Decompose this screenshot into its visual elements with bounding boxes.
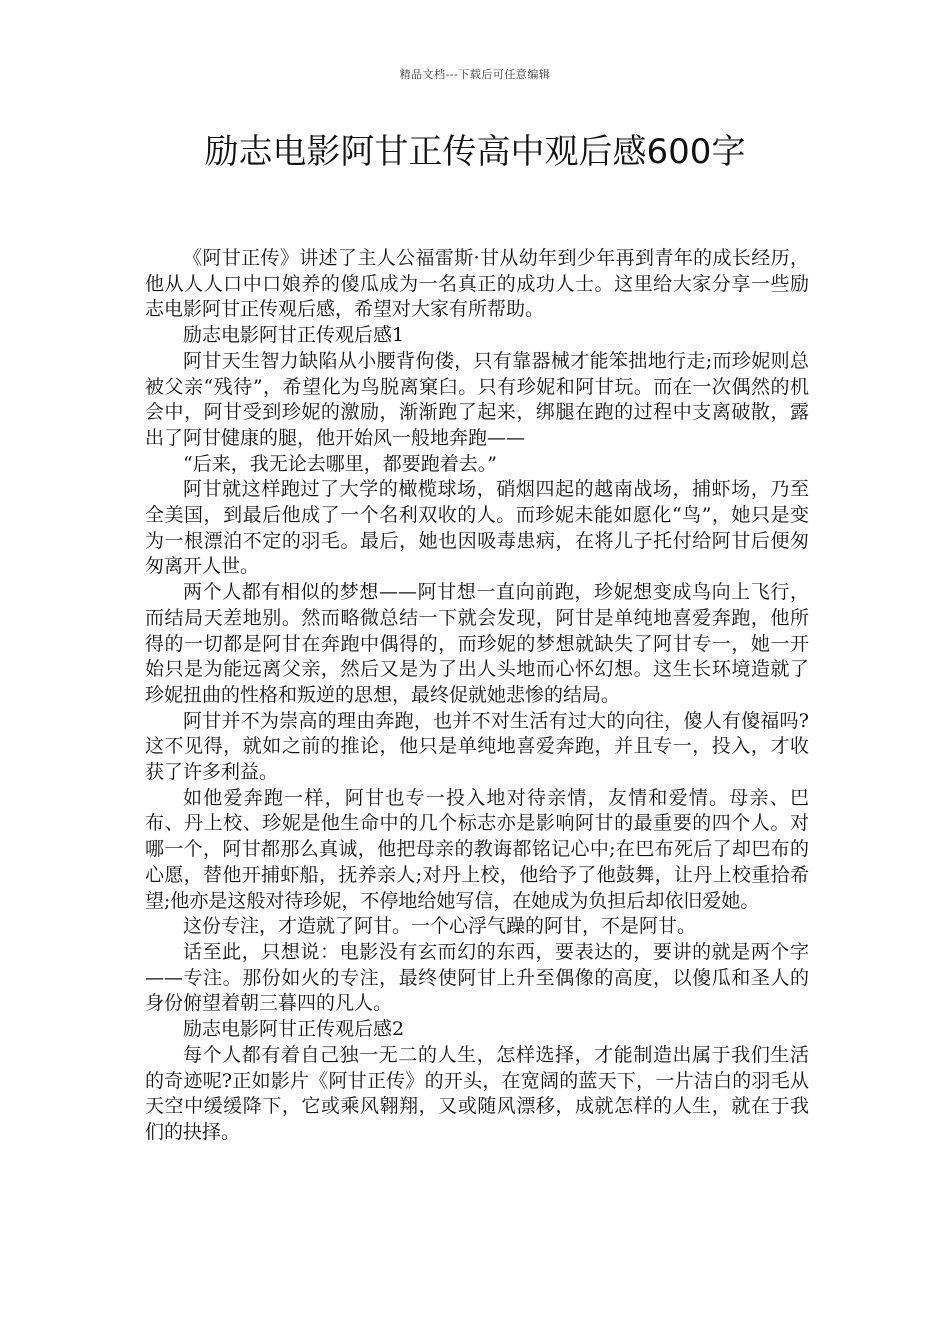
paragraph: 这份专注，才造就了阿甘。一个心浮气躁的阿甘，不是阿甘。 <box>183 915 697 938</box>
header-note: 精品文档---下载后可任意编辑 <box>399 68 551 81</box>
section-heading-1: 励志电影阿甘正传观后感1 <box>183 324 405 347</box>
paragraph-intro: 《阿甘正传》讲述了主人公福雷斯·甘从幼年到少年再到青年的成长经历，他从人人口中口娘养的傻瓜成为一名真正的成功人士。这里给大家分享一些励志电影阿甘正传观后感，希望对大家有所帮助。 <box>145 247 809 321</box>
quote-paragraph: “后来，我无论去哪里，都要跑着去。” <box>183 452 497 475</box>
paragraph: 阿甘天生智力缺陷从小腰背佝偻，只有靠器械才能笨拙地行走;而珍妮则总被父亲“残待”，希望化为鸟脱离窠臼。只有珍妮和阿甘玩。而在一次偶然的机会中，阿甘受到珍妮的激励，渐渐跑了起来，绑腿在跑的过程中支离破散，露出了阿甘健康的腿，他开始风一般地奔跑—— <box>145 349 809 449</box>
paragraph: 话至此，只想说：电影没有玄而幻的东西，要表达的，要讲的就是两个字——专注。那份如火的专注，最终使阿甘上升至偶像的高度，以傻瓜和圣人的身份俯望着朝三暮四的凡人。 <box>145 940 809 1015</box>
document-body <box>145 246 809 1146</box>
section-heading-2: 励志电影阿甘正传观后感2 <box>183 1018 405 1041</box>
paragraph: 每个人都有着自己独一无二的人生，怎样选择，才能制造出属于我们生活的奇迹呢?正如影片《阿甘正传》的开头，在宽阔的蓝天下，一片洁白的羽毛从天空中缓缓降下，它或乘风翱翔，又或随风漂移，成就怎样的人生，就在于我们的抉择。 <box>145 1043 809 1143</box>
paragraph: 两个人都有相似的梦想——阿甘想一直向前跑，珍妮想变成鸟向上飞行，而结局天差地别。然而略微总结一下就会发现，阿甘是单纯地喜爱奔跑，他所得的一切都是阿甘在奔跑中偶得的，而珍妮的梦想就缺失了阿甘专一，她一开始只是为能远离父亲，然后又是为了出人头地而心怀幻想。这生长环境造就了珍妮扭曲的性格和叛逆的思想，最终促就她悲惨的结局。 <box>145 581 809 706</box>
paragraph: 阿甘就这样跑过了大学的橄榄球场，硝烟四起的越南战场，捕虾场，乃至全美国，到最后他成了一个名利双收的人。而珍妮未能如愿化“鸟”，她只是变为一根漂泊不定的羽毛。最后，她也因吸毒患病，在将儿子托付给阿甘后便匆匆离开人世。 <box>145 478 809 578</box>
document-title: 励志电影阿甘正传高中观后感600字 <box>204 132 746 172</box>
paragraph: 如他爱奔跑一样，阿甘也专一投入地对待亲情，友情和爱情。母亲、巴布、丹上校、珍妮是他生命中的几个标志亦是影响阿甘的最重要的四个人。对哪一个，阿甘都那么真诚，他把母亲的教诲都铭记心中;在巴布死后了却巴布的心愿，替他开捕虾船，抚养亲人;对丹上校，他给予了他鼓舞，让丹上校重拾希望;他亦是这般对待珍妮，不停地给她写信，在她成为负担后却依旧爱她。 <box>145 786 809 912</box>
paragraph: 阿甘并不为崇高的理由奔跑，也并不对生活有过大的向往，傻人有傻福吗?这不见得，就如之前的推论，他只是单纯地喜爱奔跑，并且专一，投入，才收获了许多利益。 <box>145 709 809 784</box>
